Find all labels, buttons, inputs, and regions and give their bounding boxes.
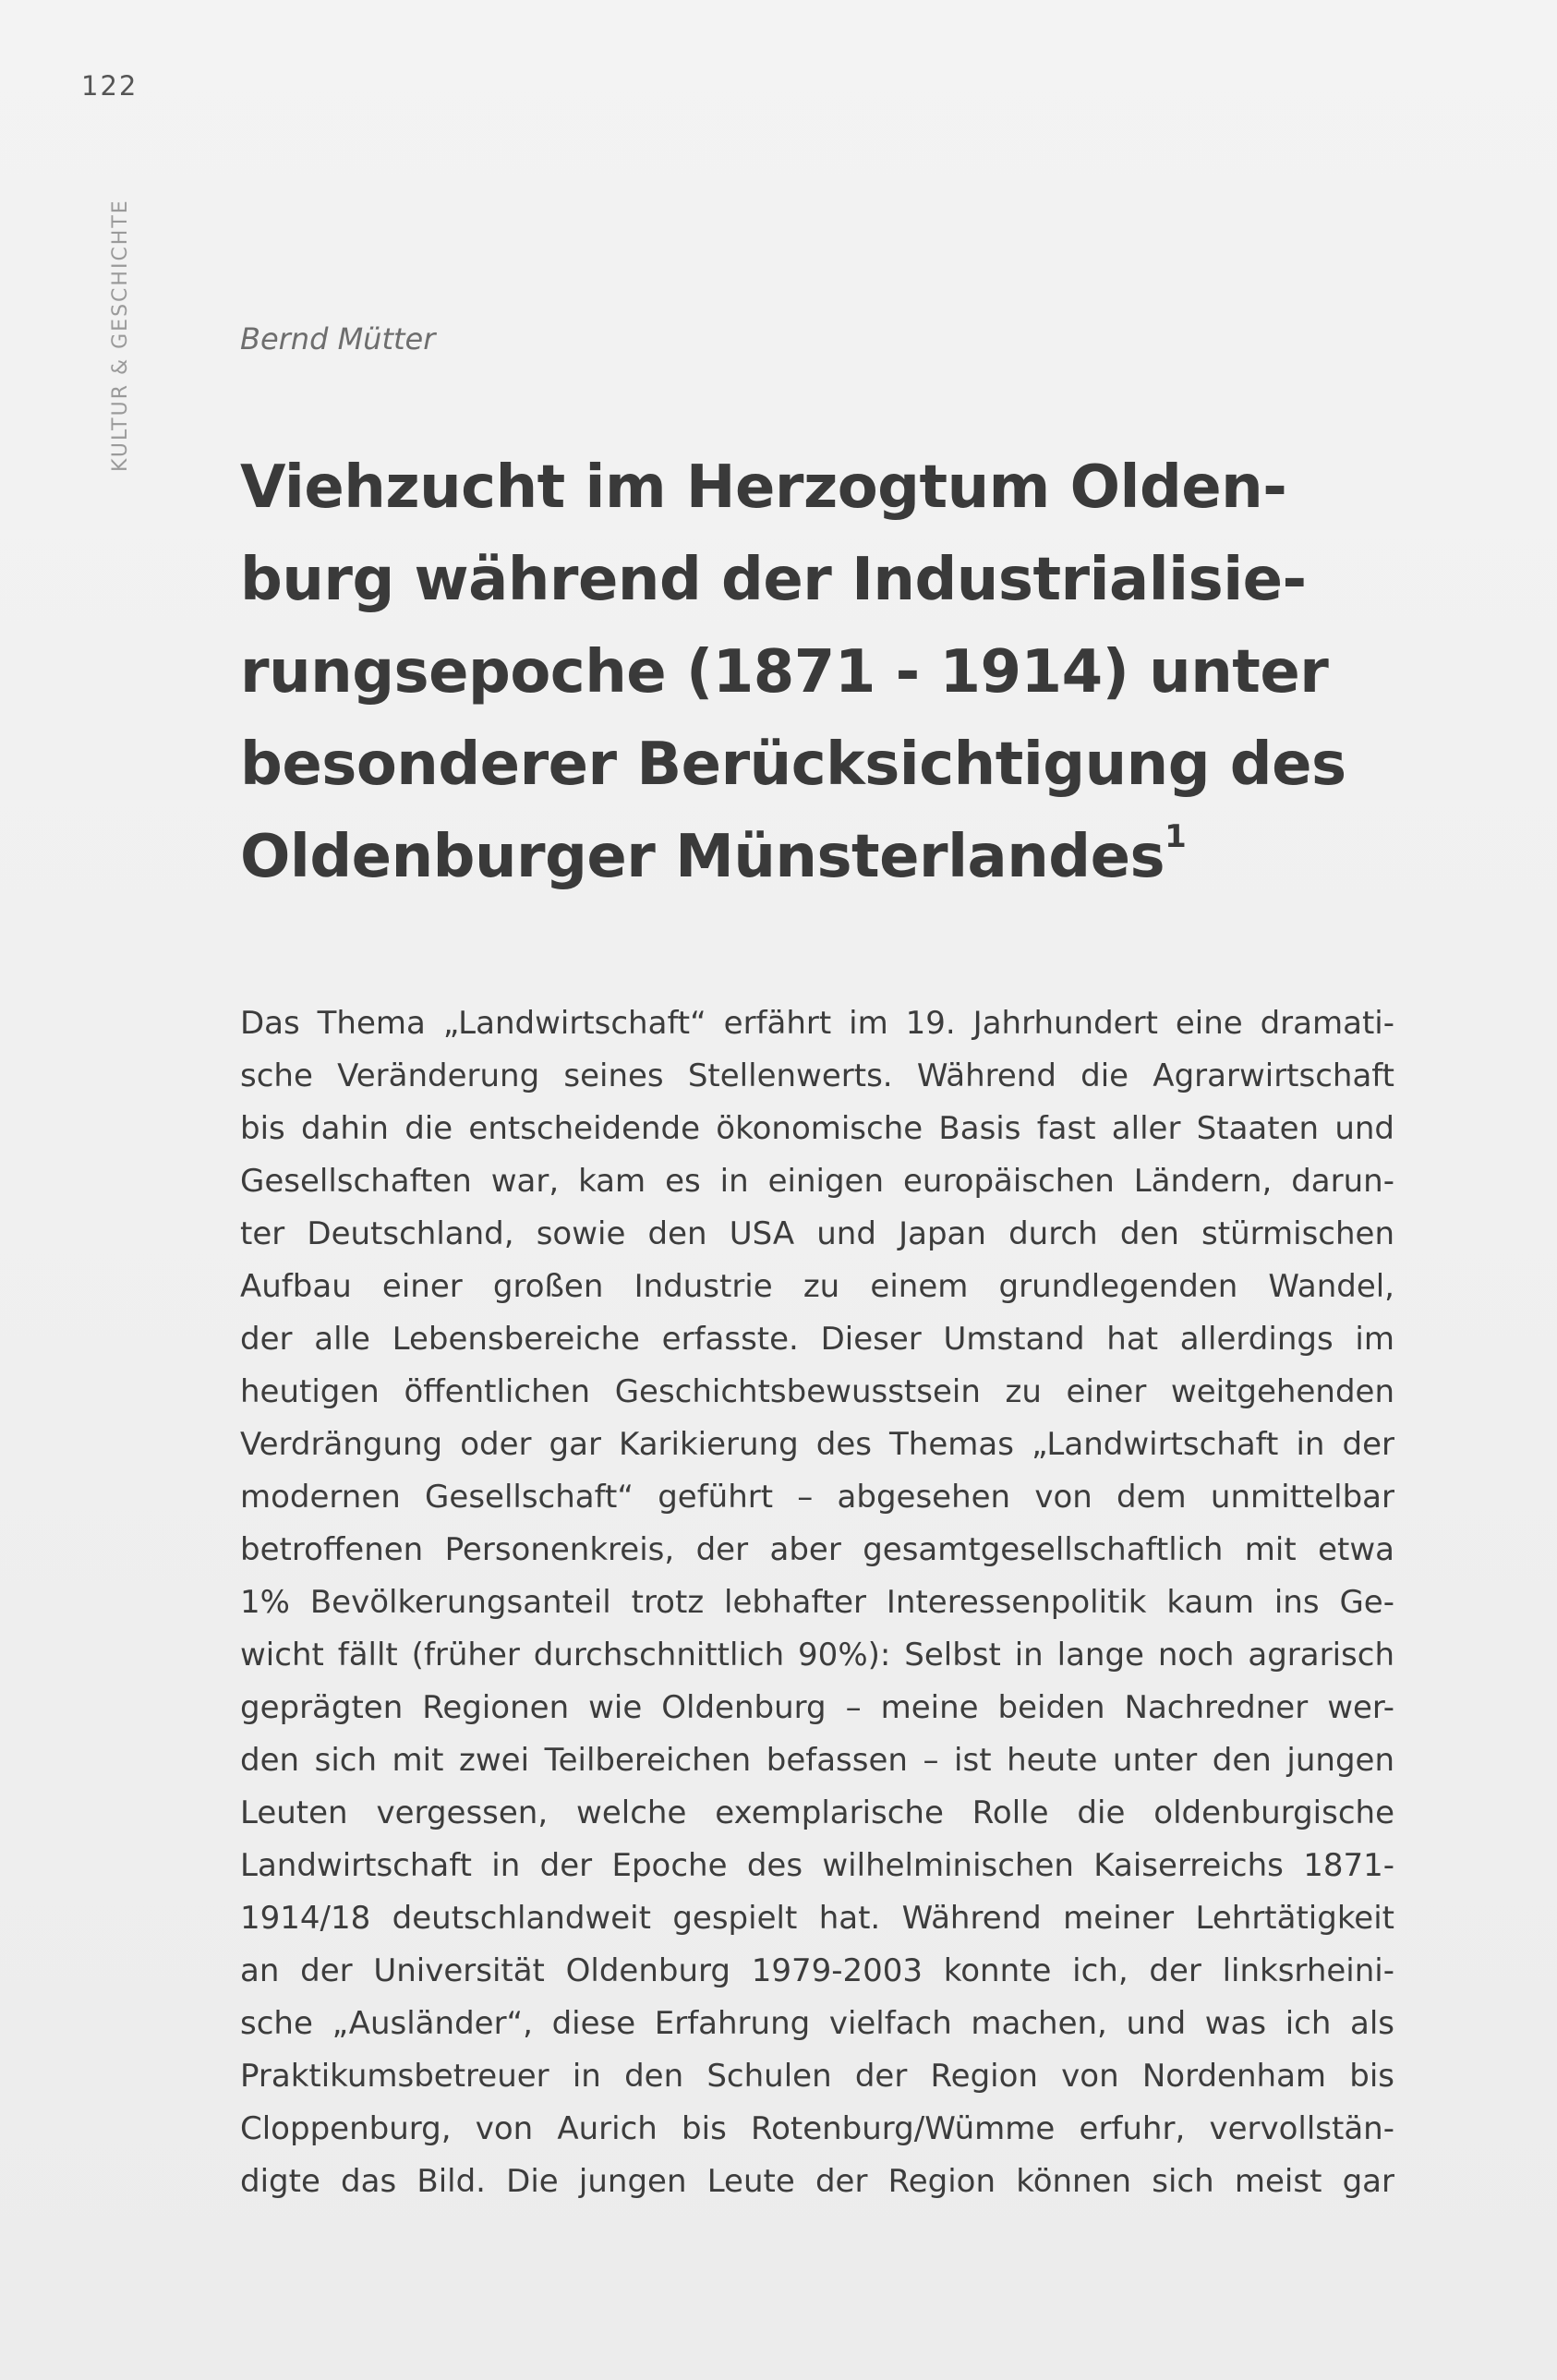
body-line: Verdrängung oder gar Karikierung des Themas „Landwirtschaft in der bbox=[240, 1426, 1394, 1463]
body-line: Cloppenburg, von Aurich bis Rotenburg/Wümme erfuhr, vervollstän- bbox=[240, 2110, 1394, 2147]
section-label: KULTUR & GESCHICHTE bbox=[109, 199, 132, 472]
title-line-text: Oldenburger Münsterlandes bbox=[240, 823, 1165, 891]
page-number: 122 bbox=[81, 70, 139, 102]
title-line: besonderer Berücksichtigung des bbox=[240, 731, 1346, 799]
body-line: Landwirtschaft in der Epoche des wilhelminischen Kaiserreichs 1871- bbox=[240, 1847, 1394, 1884]
footnote-mark: 1 bbox=[1165, 818, 1187, 855]
body-line: geprägten Regionen wie Oldenburg – meine beiden Nachredner wer- bbox=[240, 1689, 1394, 1726]
title-line-last bbox=[240, 811, 1413, 903]
body-line: Gesellschaften war, kam es in einigen europäischen Ländern, darun- bbox=[240, 1163, 1394, 1200]
body-line: bis dahin die entscheidende ökonomische Basis fast aller Staaten und bbox=[240, 1110, 1394, 1147]
body-line: den sich mit zwei Teilbereichen befassen – ist heute unter den jungen bbox=[240, 1742, 1394, 1779]
body-line: betroffenen Personenkreis, der aber gesamtgesellschaftlich mit etwa bbox=[240, 1531, 1394, 1568]
body-line: 1% Bevölkerungsanteil trotz lebhafter Interessenpolitik kaum ins Ge- bbox=[240, 1584, 1394, 1621]
article-body bbox=[240, 997, 1394, 2208]
body-line: sche „Ausländer“, diese Erfahrung vielfach machen, und was ich als bbox=[240, 2005, 1394, 2042]
body-line: sche Veränderung seines Stellenwerts. Während die Agrarwirtschaft bbox=[240, 1057, 1394, 1094]
body-line: ter Deutschland, sowie den USA und Japan durch den stürmischen bbox=[240, 1215, 1394, 1252]
body-line: Aufbau einer großen Industrie zu einem grundlegenden Wandel, bbox=[240, 1268, 1394, 1305]
body-line: modernen Gesellschaft“ geführt – abgesehen von dem unmittelbar bbox=[240, 1479, 1394, 1516]
title-line: burg während der Industrialisie- bbox=[240, 546, 1307, 614]
body-line: digte das Bild. Die jungen Leute der Region können sich meist gar bbox=[240, 2163, 1394, 2200]
body-line: wicht fällt (früher durchschnittlich 90%): Selbst in lange noch agrarisch bbox=[240, 1637, 1394, 1673]
body-line: der alle Lebensbereiche erfasste. Dieser Umstand hat allerdings im bbox=[240, 1321, 1394, 1358]
body-line: heutigen öffentlichen Geschichtsbewusstsein zu einer weitgehenden bbox=[240, 1373, 1394, 1410]
body-line: Leuten vergessen, welche exemplarische Rolle die oldenburgische bbox=[240, 1794, 1394, 1831]
article-author: Bernd Mütter bbox=[240, 321, 436, 356]
title-line: Viehzucht im Herzogtum Olden- bbox=[240, 453, 1287, 522]
body-line: 1914/18 deutschlandweit gespielt hat. Während meiner Lehrtätigkeit bbox=[240, 1900, 1394, 1937]
body-line: an der Universität Oldenburg 1979-2003 konnte ich, der linksrheini- bbox=[240, 1952, 1394, 1989]
body-line: Das Thema „Landwirtschaft“ erfährt im 19. Jahrhundert eine dramati- bbox=[240, 1005, 1394, 1042]
article-title bbox=[240, 441, 1413, 903]
body-line: Praktikumsbetreuer in den Schulen der Region von Nordenham bis bbox=[240, 2058, 1394, 2095]
title-line: rungsepoche (1871 - 1914) unter bbox=[240, 638, 1329, 707]
